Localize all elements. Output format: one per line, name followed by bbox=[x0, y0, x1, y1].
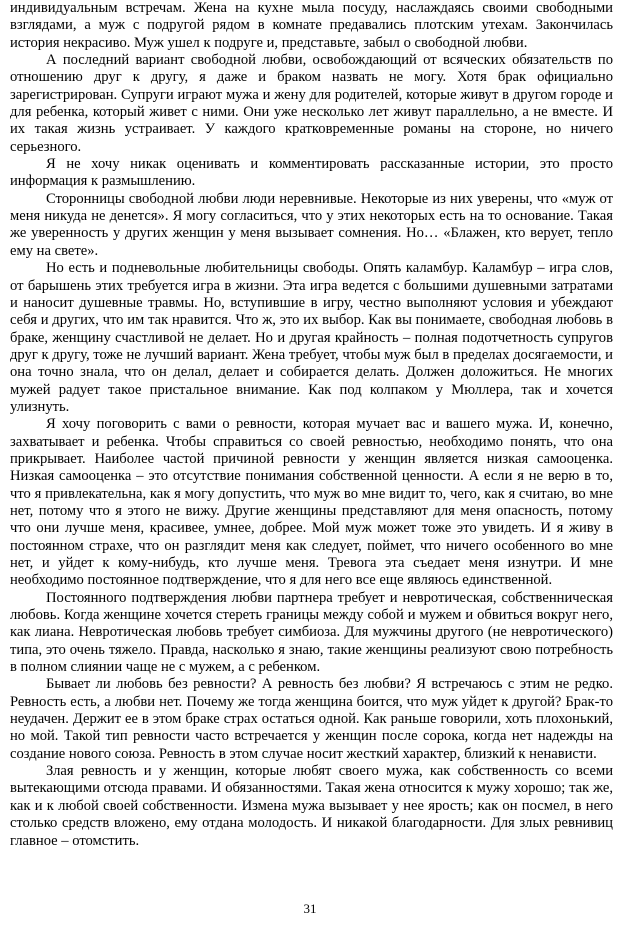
paragraph-continuation: индивидуальным встречам. Жена на кухне мыла посуду, наслаждаясь своими свободными взглядами, а муж с подругой рядом в комнате предавались плотским утехам. Закончилась история некрасиво. Муж ушел к подруге и, представьте, забыл о свободной любви. bbox=[10, 0, 613, 51]
paragraph-possessive-jealousy: Злая ревность и у женщин, которые любят своего мужа, как собственность со всеми вытекающими отсюда правами. И обязанностями. Такая жена относится к мужу хорошо; так же, как и к любой своей собственности. Измена мужа вызывает у нее ярость; как он посмел, в него столько средств вложено, ему отдана молодость. И никакой благодарности. Для злых ревнивиц главное – отомстить. bbox=[10, 763, 613, 849]
page-number: 31 bbox=[303, 901, 317, 916]
paragraph-free-love-supporters: Сторонницы свободной любви люди неревнивые. Некоторые из них уверены, что «муж от меня никуда не денется». Я могу согласиться, что у этих некоторых есть на то основание. Такая же уверенность у других женщин у меня вызывает сомнения. Но… «Блажен, кто верует, тепло ему на свете». bbox=[10, 190, 613, 259]
paragraph-neurotic-love: Постоянного подтверждения любви партнера требует и невротическая, собственническая любовь. Когда женщине хочется стереть границы между собой и мужем и обвиться вокруг него, как лиана. Невротическая любовь требует симбиоза. Для мужчины другого (не невротического) типа, это очень тяжело. Правда, насколько я знаю, такие женщины реализуют свою потребность в полном слиянии чаще не с мужем, а с ребенком. bbox=[10, 589, 613, 676]
paragraph-jealousy-self-esteem: Я хочу поговорить с вами о ревности, которая мучает вас и вашего мужа. И, конечно, захватывает и ребенка. Чтобы справиться со своей ревностью, необходимо понять, что она прикрывает. Наиболее частой причиной ревности у женщин является низкая самооценка. Низкая самооценка – это отсутствие понимания собственной ценности. А если я не верю в то, что я привлекательна, как я могу допустить, что муж во мне видит то, чего, как я считаю, во мне нет, потому что я этого не вижу. Другие женщины представляют для меня опасность, потому что они лучше меня, красивее, умнее, добрее. Мой муж может тоже это увидеть. И я живу в постоянном страхе, что он разглядит меня как следует, поймет, что ничего особенного во мне нет, и уйдет к кому-нибудь, кто лучше меня. Тревога эта съедает меня изнутри. И мне необходимо постоянное подтверждение, что я для него все еще являюсь единственной. bbox=[10, 416, 613, 589]
paragraph-no-judgement: Я не хочу никак оценивать и комментировать рассказанные истории, это просто информация к размышлению. bbox=[10, 156, 613, 190]
paragraph-jealousy-without-love: Бывает ли любовь без ревности? А ревность без любви? Я встречаюсь с этим не редко. Ревность есть, а любви нет. Почему же тогда женщина боится, что муж уйдет к другой? Брак-то неудачен. Держит ее в этом браке страх остаться одной. Как раньше говорили, хоть плохонький, но мой. Такой тип ревности часто встречается у женщин после сорока, когда нет надежды на создание нового союза. Ревность в этом случае носит жесткий характер, близкий к ненависти. bbox=[10, 676, 613, 762]
paragraph-reluctant-freedom: Но есть и подневольные любительницы свободы. Опять каламбур. Каламбур – игра слов, от барышень этих требуется игра в жизни. Эта игра ведется с большими душевными затратами и наносит душевные травмы. Но, вступившие в игру, честно выполняют условия и убеждают себя и других, что им так нравится. Что ж, это их выбор. Как вы понимаете, свободная любовь в браке, женщину счастливой не делает. Но и другая крайность – полная подотчетность супругов друг к другу, тоже не лучший вариант. Жена требует, чтобы муж был в пределах досягаемости, и она точно знала, что он делал, делает и собирается делать. Должен доложиться. Не многих мужей радует такое пристальное внимание. Как под колпаком у Мюллера, так и хочется улизнуть. bbox=[10, 260, 613, 415]
paragraph-last-variant-free-love: А последний вариант свободной любви, освобождающий от всяческих обязательств по отношению друг к другу, я даже и браком назвать не могу. Хотя брак официально зарегистрирован. Супруги играют мужа и жену для родителей, которые живут в другом городе и для ребенка, который живет с ними. Они уже несколько лет живут параллельно, а не вместе. И их такая жизнь устраивает. У каждого кратковременные романы на стороне, но ничего серьезного. bbox=[10, 52, 613, 155]
